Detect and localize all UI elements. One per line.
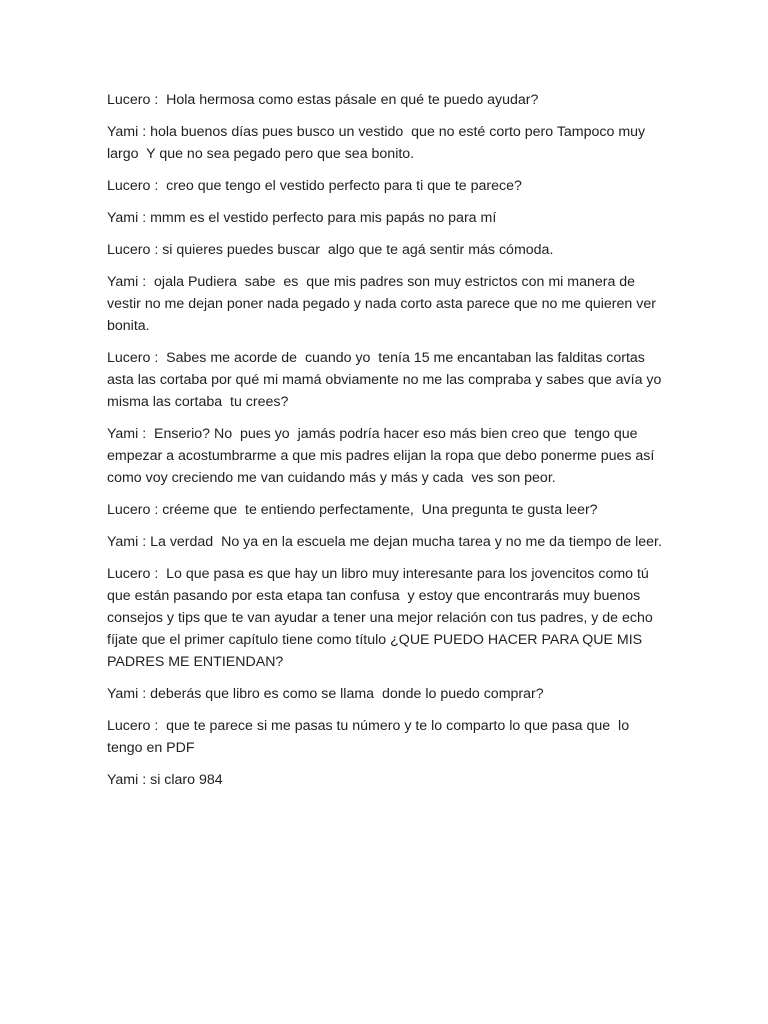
dialogue-line-lucero: Lucero : que te parece si me pasas tu número y te lo comparto lo que pasa que lo tengo en PDF: [107, 718, 634, 756]
dialogue-line-lucero: Lucero : Sabes me acorde de cuando yo tenía 15 me encantaban las falditas cortas asta las cortaba por qué mi mamá obviamente no me las compraba y sabes que avía yo misma las cortaba tu crees?: [107, 350, 666, 410]
dialogue-line-yami: Yami : La verdad No ya en la escuela me dejan mucha tarea y no me da tiempo de leer.: [107, 534, 662, 550]
dialogue-line-lucero: Lucero : Lo que pasa es que hay un libro muy interesante para los jovencitos como tú que están pasando por esta etapa tan confusa y estoy que encontrarás muy buenos consejos y tips que te van ayudar a tener una mejor relación con tus padres, y de echo fíjate que el primer capítulo tiene como título ¿QUE PUEDO HACER PARA QUE MIS PADRES ME ENTIENDAN?: [107, 566, 657, 670]
dialogue-line-yami: Yami : si claro 984: [107, 772, 223, 788]
dialogue-line-lucero: Lucero : Hola hermosa como estas pásale en qué te puedo ayudar?: [107, 92, 539, 108]
dialogue-line-yami: Yami : ojala Pudiera sabe es que mis padres son muy estrictos con mi manera de vestir no me dejan poner nada pegado y nada corto asta parece que no me quieren ver bonita.: [107, 274, 660, 334]
dialogue-line-lucero: Lucero : si quieres puedes buscar algo que te agá sentir más cómoda.: [107, 242, 554, 258]
dialogue-line-lucero: Lucero : creo que tengo el vestido perfecto para ti que te parece?: [107, 178, 522, 194]
dialogue-text: [107, 89, 667, 801]
dialogue-line-yami: Yami : mmm es el vestido perfecto para mis papás no para mí: [107, 210, 497, 226]
dialogue-line-yami: Yami : deberás que libro es como se llama donde lo puedo comprar?: [107, 686, 544, 702]
dialogue-line-yami: Yami : Enserio? No pues yo jamás podría hacer eso más bien creo que tengo que empezar a acostumbrarme a que mis padres elijan la ropa que debo ponerme pues así como voy creciendo me van cuidando más y más y cada ves son peor.: [107, 426, 659, 486]
dialogue-line-lucero: Lucero : créeme que te entiendo perfectamente, Una pregunta te gusta leer?: [107, 502, 598, 518]
dialogue-line-yami: Yami : hola buenos días pues busco un vestido que no esté corto pero Tampoco muy largo Y que no sea pegado pero que sea bonito.: [107, 124, 650, 162]
